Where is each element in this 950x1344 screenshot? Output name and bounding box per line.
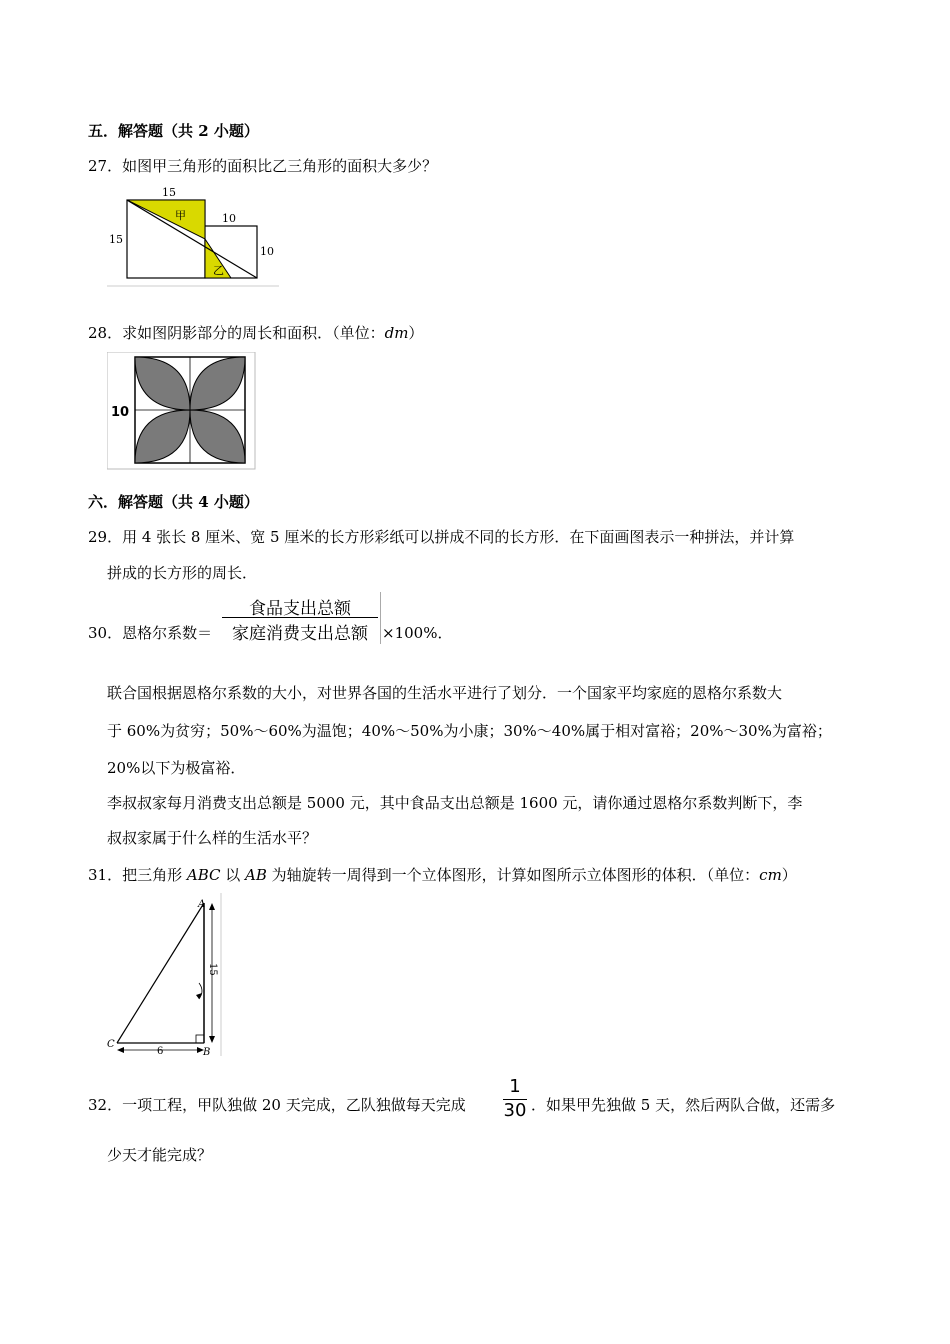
q30-para2-line1: 李叔叔家每月消费支出总额是 5000 元，其中食品支出总额是 1600 元，请你通过恩格尔系数判断下，李 xyxy=(107,794,803,812)
q30-para1-line1: 联合国根据恩格尔系数的大小，对世界各国的生活水平进行了划分．一个国家平均家庭的恩格尔系数大 xyxy=(107,684,783,702)
question-28-text xyxy=(88,322,423,344)
q27-label-small-right: 10 xyxy=(260,245,274,258)
q27-label-top: 15 xyxy=(162,186,176,199)
question-30-prefix: 30．恩格尔系数＝ xyxy=(88,624,213,642)
question-32-part1: 32．一项工程，甲队独做 20 天完成，乙队独做每天完成 xyxy=(88,1096,466,1114)
question-27-text: 27．如图甲三角形的面积比乙三角形的面积大多少？ xyxy=(88,157,438,175)
q31-t1: 31．把三角形 xyxy=(88,866,187,884)
q27-label-left: 15 xyxy=(109,233,123,246)
section-5-title: 五．解答题（共 2 小题） xyxy=(88,122,259,140)
q31-hypotenuse xyxy=(117,903,204,1043)
q31-label-c: C xyxy=(107,1039,115,1050)
section-6-title: 六．解答题（共 4 小题） xyxy=(88,493,259,511)
question-29-line1: 29．用 4 张长 8 厘米、宽 5 厘米的长方形彩纸可以拼成不同的长方形．在下面画图表示一种拼法，并计算 xyxy=(88,528,795,546)
question-32-line2: 少天才能完成？ xyxy=(107,1146,213,1164)
question-29-line2: 拼成的长方形的周长． xyxy=(107,564,258,582)
q31-t4: ） xyxy=(781,866,797,884)
q28-unit: dm xyxy=(384,324,409,342)
q28-side-label: 10 xyxy=(111,405,130,420)
q31-figure xyxy=(107,893,223,1057)
q31-label-a: A xyxy=(198,899,206,910)
q31-label-base: 6 xyxy=(157,1046,164,1057)
q28-text-pre: 28．求如图阴影部分的周长和面积．（单位： xyxy=(88,324,385,342)
question-32-part2: ．如果甲先独做 5 天，然后两队合做，还需多 xyxy=(531,1096,836,1114)
q32-denominator: 30 xyxy=(503,1100,527,1121)
question-30-suffix: ×100%． xyxy=(382,624,453,642)
question-31-text xyxy=(88,864,797,886)
q30-para1-line2: 于 60%为贫穷；50%～60%为温饱；40%～50%为小康；30%～40%属于相对富裕；20%～30%为富裕； xyxy=(107,722,832,740)
q27-label-small-top: 10 xyxy=(222,212,236,225)
engel-formula-fraction xyxy=(220,592,381,644)
q31-label-b: B xyxy=(203,1047,211,1057)
q28-text-post: ） xyxy=(408,324,424,342)
q27-label-jia: 甲 xyxy=(175,209,186,222)
q31-label-height: 15 xyxy=(207,963,218,976)
engel-denominator: 家庭消费支出总额 xyxy=(232,624,368,644)
q31-abc: ABC xyxy=(186,866,221,884)
q30-para2-line2: 叔叔家属于什么样的生活水平？ xyxy=(107,829,318,847)
q27-figure xyxy=(107,183,279,287)
q27-label-yi: 乙 xyxy=(213,264,224,277)
fraction-bar xyxy=(222,617,378,618)
q31-ab: AB xyxy=(245,866,267,884)
engel-numerator: 食品支出总额 xyxy=(249,599,351,619)
q32-numerator: 1 xyxy=(509,1076,521,1097)
q32-fraction xyxy=(500,1076,530,1122)
q31-t2: 以 xyxy=(220,866,246,884)
q31-right-angle xyxy=(196,1035,204,1043)
q30-para1-line3: 20%以下为极富裕． xyxy=(107,759,246,777)
q28-figure xyxy=(107,352,257,470)
q31-t3: 为轴旋转一周得到一个立体图形，计算如图所示立体图形的体积．（单位： xyxy=(266,866,760,884)
q31-unit: cm xyxy=(759,866,782,884)
